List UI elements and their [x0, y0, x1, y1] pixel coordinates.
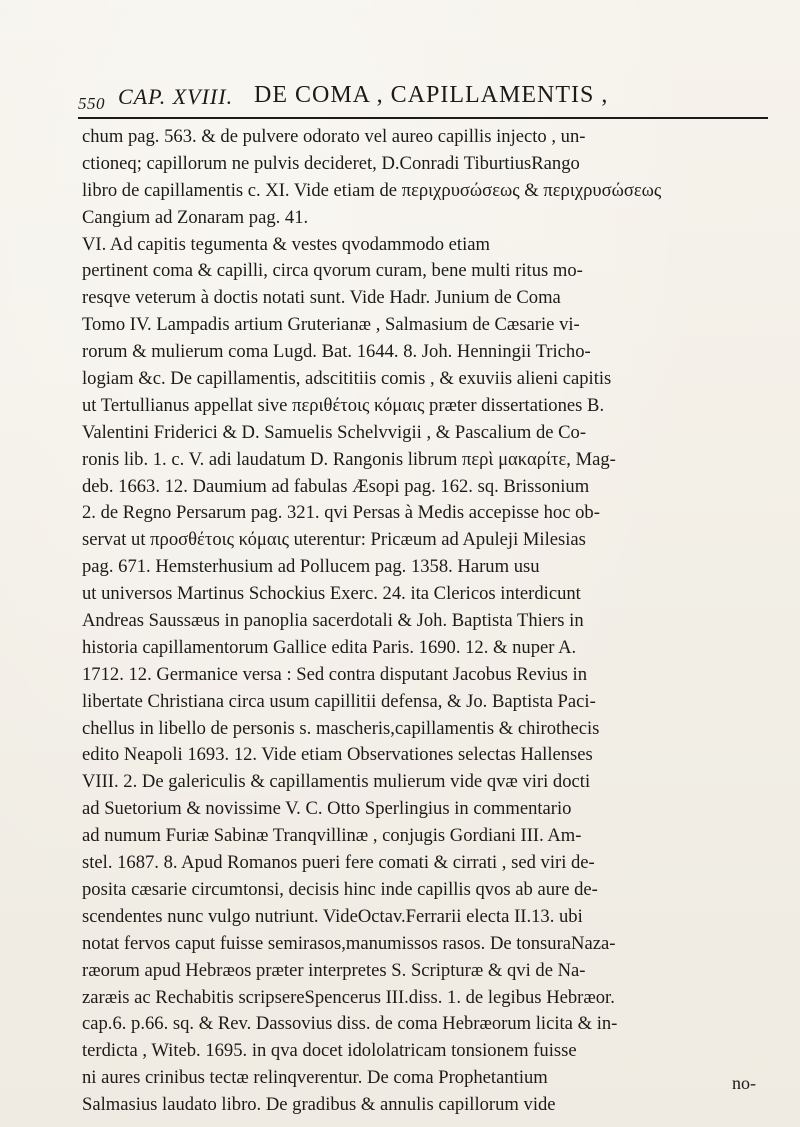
text-line: logiam &c. De capillamentis, adscititiis comis , & exuviis alieni capitis	[82, 368, 612, 390]
text-line: libro de capillamentis c. XI. Vide etiam de περιχρυσώσεως & περιχρυσώσεως	[82, 179, 662, 201]
text-line: 1712. 12. Germanice versa : Sed contra disputant Jacobus Revius in	[82, 663, 588, 685]
text-line: scendentes nunc vulgo nutriunt. VideOctav.Ferrarii electa II.13. ubi	[82, 905, 583, 927]
text-line: cap.6. p.66. sq. & Rev. Dassovius diss. de coma Hebræorum licita & in-	[82, 1013, 618, 1035]
text-line: historia capillamentorum Gallice edita Paris. 1690. 12. & nuper A.	[82, 636, 577, 658]
text-line: ronis lib. 1. c. V. adi laudatum D. Rangonis librum περὶ μακαρίτε, Mag-	[82, 448, 616, 470]
text-line: ræorum apud Hebræos præter interpretes S. Scripturæ & qvi de Na-	[82, 959, 586, 981]
body-text	[82, 124, 772, 1119]
text-line: notat fervos caput fuisse semirasos,manumissos rasos. De tonsuraNaza-	[82, 932, 616, 954]
text-line: rorum & mulierum coma Lugd. Bat. 1644. 8. Joh. Henningii Tricho-	[82, 341, 591, 363]
text-line: pertinent coma & capilli, circa qvorum curam, bene multi ritus mo-	[82, 260, 583, 282]
text-line: libertate Christiana circa usum capillitii defensa, & Jo. Baptista Paci-	[82, 690, 596, 712]
text-line: Valentini Friderici & D. Samuelis Schelvvigii , & Pascalium de Co-	[82, 421, 587, 443]
text-line: ni aures crinibus tectæ relinqverentur. De coma Prophetantium	[82, 1067, 548, 1089]
page-number: 550	[78, 94, 105, 113]
text-line: deb. 1663. 12. Daumium ad fabulas Æsopi pag. 162. sq. Brissonium	[82, 475, 590, 497]
text-line: ad numum Furiæ Sabinæ Tranqvillinæ , conjugis Gordiani III. Am-	[82, 825, 582, 847]
chapter-label: CAP. XVIII.	[118, 84, 234, 109]
text-line: posita cæsarie circumtonsi, decisis hinc inde capillis qvos ab aure de-	[82, 878, 598, 900]
catchword: no-	[732, 1073, 756, 1093]
text-line: chellus in libello de personis s. mascheris,capillamentis & chirothecis	[82, 717, 600, 739]
text-line: resqve veterum à doctis notati sunt. Vide Hadr. Junium de Coma	[82, 287, 561, 309]
text-line: VIII. 2. De galericulis & capillamentis mulierum vide qvæ viri docti	[82, 771, 591, 793]
text-line: Andreas Saussæus in panoplia sacerdotali & Joh. Baptista Thiers in	[82, 610, 584, 632]
text-line: stel. 1687. 8. Apud Romanos pueri fere comati & cirrati , sed viri de-	[82, 852, 595, 874]
text-line: Cangium ad Zonaram pag. 41.	[82, 206, 309, 228]
text-line: edito Neapoli 1693. 12. Vide etiam Observationes selectas Hallenses	[82, 744, 593, 766]
text-line: terdicta , Witeb. 1695. in qva docet idololatricam tonsionem fuisse	[82, 1040, 577, 1062]
page-header	[78, 74, 768, 118]
text-line: 2. de Regno Persarum pag. 321. qvi Persas à Medis accepisse hoc ob-	[82, 502, 600, 524]
text-line: zaræis ac Rechabitis scripsereSpencerus III.diss. 1. de legibus Hebræor.	[82, 986, 615, 1008]
text-line: servat ut προσθέτοις κόμαις uterentur: Pricæum ad Apuleji Milesias	[82, 529, 586, 551]
text-line: ad Suetorium & novissime V. C. Otto Sperlingius in commentario	[82, 798, 572, 820]
text-line: Tomo IV. Lampadis artium Gruterianæ , Salmasium de Cæsarie vi-	[82, 314, 580, 336]
text-line: pag. 671. Hemsterhusium ad Pollucem pag. 1358. Harum usu	[82, 556, 540, 578]
text-line: Salmasius laudato libro. De gradibus & annulis capillorum vide	[82, 1094, 556, 1116]
text-line: ctioneq; capillorum ne pulvis decideret, D.Conradi TiburtiusRango	[82, 152, 580, 174]
text-line: ut Tertullianus appellat sive περιθέτοις κόμαις præter dissertationes B.	[82, 394, 605, 416]
running-title: DE COMA , CAPILLAMENTIS ,	[254, 82, 609, 108]
text-line: VI. Ad capitis tegumenta & vestes qvodammodo etiam	[82, 233, 490, 255]
text-line: chum pag. 563. & de pulvere odorato vel aureo capillis injecto , un-	[82, 126, 586, 147]
text-line: ut universos Martinus Schockius Exerc. 24. ita Clericos interdicunt	[82, 583, 581, 605]
header-rule	[78, 117, 768, 119]
